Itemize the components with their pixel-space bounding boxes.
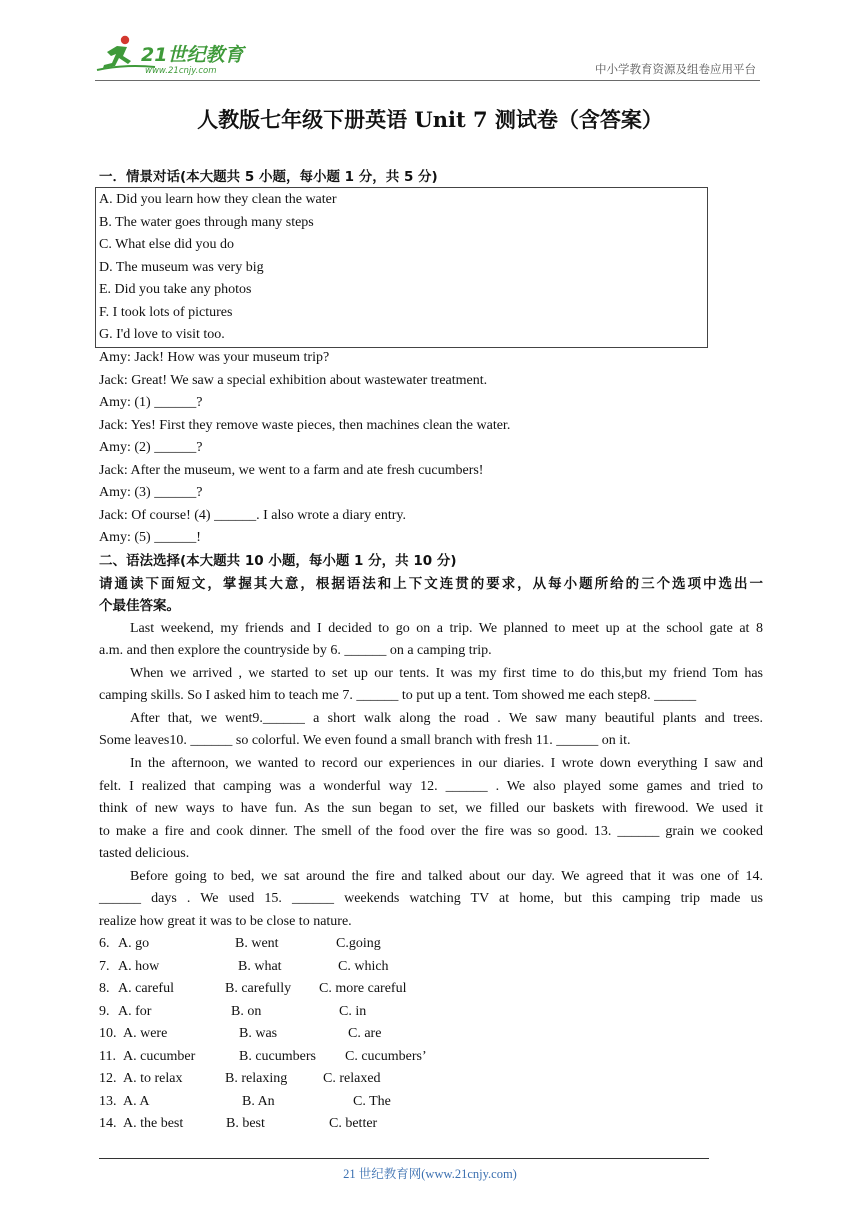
- option-item: G. I'd love to visit too.: [99, 327, 225, 342]
- question-number: 7.: [99, 959, 110, 974]
- option-b: B. relaxing: [225, 1071, 288, 1086]
- passage-line: camping skills. So I asked him to teach me 7. ______ to put up a tent. Tom showed me each step8. ______: [99, 688, 697, 703]
- dialogue-line: Jack: Yes! First they remove waste pieces, then machines clean the water.: [99, 418, 511, 433]
- question-number: 10.: [99, 1026, 117, 1041]
- option-a: A. go: [118, 936, 150, 951]
- dialogue-line: Amy: (5) ______!: [99, 530, 201, 545]
- logo: [95, 34, 265, 76]
- question-row: [99, 933, 381, 956]
- option-c: C. which: [338, 959, 389, 974]
- option-b: B. best: [226, 1116, 265, 1131]
- option-item: B. The water goes through many steps: [99, 215, 314, 230]
- dialogue-line: Amy: (1) ______?: [99, 395, 203, 410]
- passage-line: Before going to bed, we sat around the fire and talked about our day. We agreed that it was one of 14.: [130, 869, 763, 884]
- passage-line: After that, we went9.______ a short walk along the road . We saw many beautiful plants and trees.: [130, 711, 763, 726]
- option-c: C. more careful: [319, 981, 407, 996]
- passage-line: tasted delicious.: [99, 846, 190, 861]
- option-item: A. Did you learn how they clean the water: [99, 192, 337, 207]
- passage-line: to make a fire and cook dinner. The smell of the food over the fire was so good. 13. ______ grain we cooked: [99, 824, 763, 839]
- dialogue-line: Jack: After the museum, we went to a farm and ate fresh cucumbers!: [99, 463, 484, 478]
- passage-line: felt. I realized that camping was a wonderful way 12. ______ . We also played some games and tried to: [99, 779, 763, 794]
- option-a: A. how: [118, 959, 160, 974]
- option-c: C. cucumbers’: [345, 1049, 427, 1064]
- option-a: A. careful: [118, 981, 174, 996]
- option-c: C. The: [353, 1094, 391, 1109]
- option-item: D. The museum was very big: [99, 260, 264, 275]
- passage-line: think of new ways to have fun. As the sun began to set, we filled our baskets with firewood. We used it: [99, 801, 763, 816]
- question-number: 13.: [99, 1094, 117, 1109]
- option-b: B. was: [239, 1026, 278, 1041]
- passage-line: Last weekend, my friends and I decided to go on a trip. We planned to meet up at the school gate at 8: [130, 621, 763, 636]
- section2-instruction: 个最佳答案。: [99, 598, 180, 614]
- dialogue-line: Amy: (3) ______?: [99, 485, 203, 500]
- dialogue-line: Jack: Great! We saw a special exhibition about wastewater treatment.: [99, 373, 488, 388]
- option-c: C. relaxed: [323, 1071, 381, 1086]
- logo-text: 21世纪教育: [141, 44, 244, 66]
- option-b: B. what: [238, 959, 282, 974]
- option-a: A. were: [123, 1026, 168, 1041]
- question-number: 12.: [99, 1071, 117, 1086]
- option-a: A. cucumber: [123, 1049, 196, 1064]
- passage-line: a.m. and then explore the countryside by 6. ______ on a camping trip.: [99, 643, 492, 658]
- question-number: 14.: [99, 1116, 117, 1131]
- option-item: E. Did you take any photos: [99, 282, 252, 297]
- passage-line: When we arrived , we started to set up our tents. It was my first time to do this,but my friend Tom has: [130, 666, 763, 681]
- dialogue-line: Jack: Of course! (4) ______. I also wrote a diary entry.: [99, 508, 406, 523]
- option-b: B. on: [231, 1004, 262, 1019]
- section2-instruction: 请通读下面短文，掌握其大意，根据语法和上下文连贯的要求，从每小题所给的三个选项中选出一: [99, 576, 763, 592]
- option-b: B. An: [242, 1094, 275, 1109]
- question-row: [99, 1046, 427, 1069]
- question-number: 8.: [99, 981, 110, 996]
- question-row: [99, 978, 406, 1001]
- option-b: B. went: [235, 936, 279, 951]
- footer-source[interactable]: 21 世纪教育网(www.21cnjy.com): [343, 1167, 517, 1181]
- question-row: [99, 1091, 391, 1114]
- question-row: [99, 1001, 366, 1024]
- section1-heading: 一．情景对话(本大题共 5 小题，每小题 1 分，共 5 分): [99, 169, 438, 185]
- question-row: [99, 956, 389, 979]
- passage-line: In the afternoon, we wanted to record our experiences in our diaries. I wrote down everything I saw and: [130, 756, 763, 771]
- option-a: A. the best: [123, 1116, 184, 1131]
- option-c: C. are: [348, 1026, 382, 1041]
- option-item: C. What else did you do: [99, 237, 235, 252]
- passage-line: Some leaves10. ______ so colorful. We even found a small branch with fresh 11. ______ on it.: [99, 733, 631, 748]
- dialogue-line: Amy: (2) ______?: [99, 440, 203, 455]
- question-number: 11.: [99, 1049, 116, 1064]
- passage-line: realize how great it was to be close to nature.: [99, 914, 352, 929]
- dialogue-line: Amy: Jack! How was your museum trip?: [99, 350, 330, 365]
- option-c: C.going: [336, 936, 381, 951]
- option-a: A. A: [123, 1094, 150, 1109]
- option-a: A. for: [118, 1004, 152, 1019]
- logo-url: www.21cnjy.com: [145, 66, 217, 76]
- question-row: [99, 1068, 381, 1091]
- footer-divider: [99, 1158, 709, 1159]
- question-number: 6.: [99, 936, 110, 951]
- section2-heading: 二、语法选择(本大题共 10 小题，每小题 1 分，共 10 分): [99, 553, 457, 569]
- option-item: F. I took lots of pictures: [99, 305, 233, 320]
- question-row: [99, 1023, 381, 1046]
- option-a: A. to relax: [123, 1071, 183, 1086]
- option-c: C. better: [329, 1116, 378, 1131]
- question-number: 9.: [99, 1004, 110, 1019]
- option-c: C. in: [339, 1004, 367, 1019]
- platform-name: 中小学教育资源及组卷应用平台: [595, 62, 756, 76]
- question-row: [99, 1113, 377, 1136]
- option-b: B. carefully: [225, 981, 292, 996]
- page-title: 人教版七年级下册英语 Unit 7 测试卷（含答案）: [197, 107, 663, 132]
- passage-line: ______ days . We used 15. ______ weekends watching TV at home, but this camping trip made us: [99, 891, 763, 906]
- page-header: [95, 34, 760, 81]
- option-b: B. cucumbers: [239, 1049, 316, 1064]
